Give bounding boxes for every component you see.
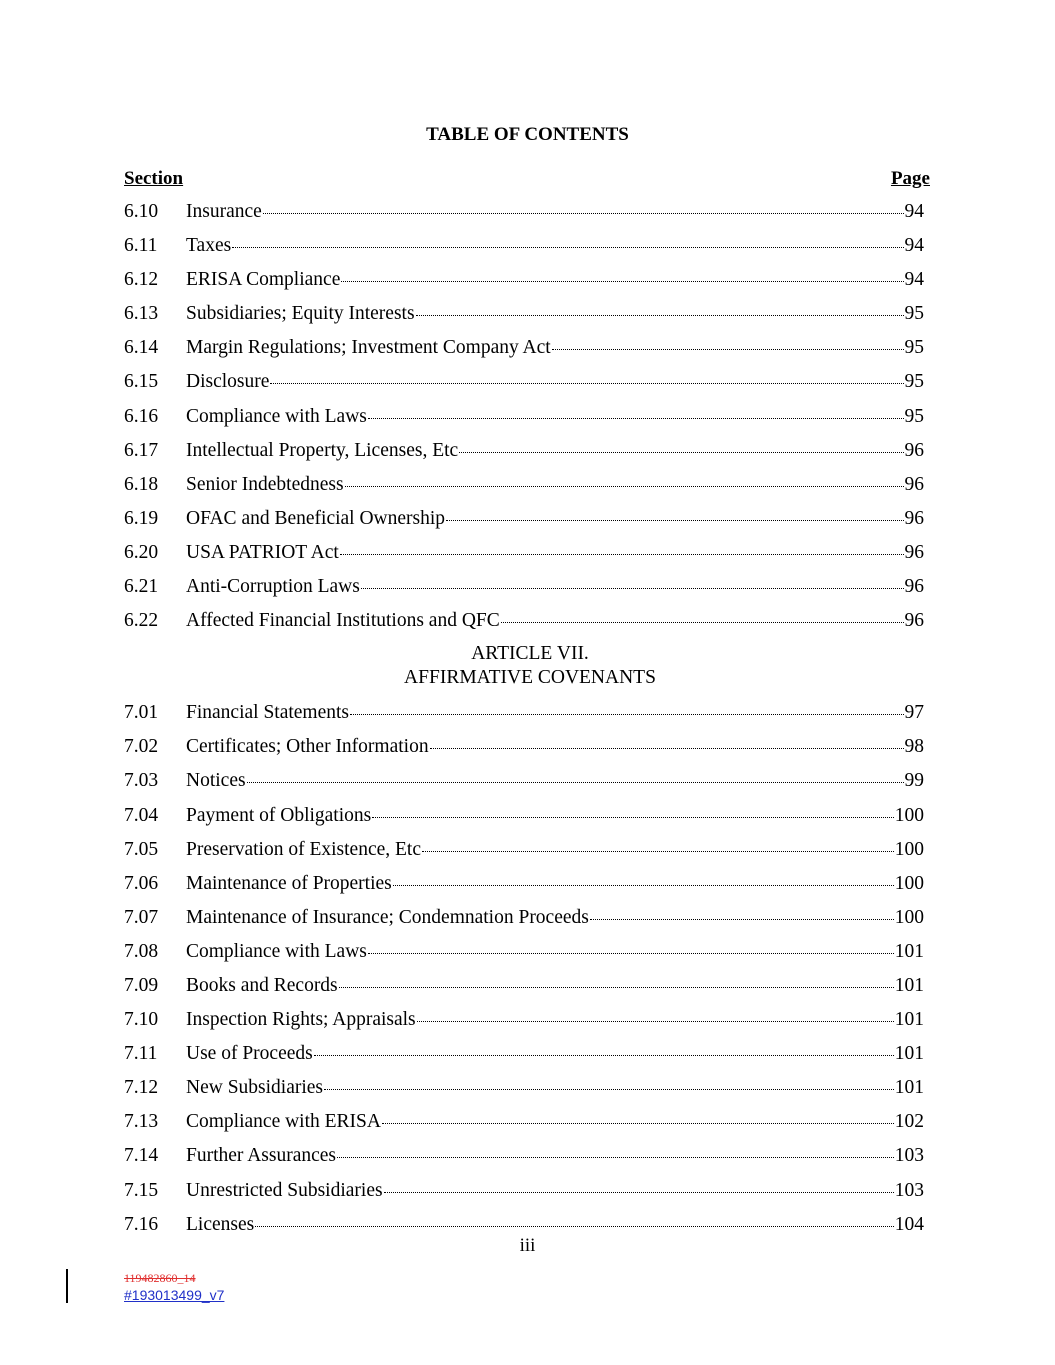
section-title: Inspection Rights; Appraisals xyxy=(186,1009,416,1031)
toc-entry[interactable] xyxy=(124,768,924,802)
dot-leader xyxy=(417,1020,894,1022)
dot-leader xyxy=(590,918,894,920)
dot-leader xyxy=(368,417,904,419)
page-ref: 96 xyxy=(904,576,924,598)
page-number: iii xyxy=(519,1235,536,1256)
section-title: OFAC and Beneficial Ownership xyxy=(186,507,446,529)
section-number: 6.15 xyxy=(124,371,159,393)
toc-entry[interactable] xyxy=(124,199,924,233)
section-title: Compliance with ERISA xyxy=(186,1111,381,1133)
toc-entry[interactable] xyxy=(124,574,924,608)
dot-leader xyxy=(416,314,904,316)
toc-entry[interactable] xyxy=(124,608,924,642)
dot-leader xyxy=(247,781,904,783)
toc-entry[interactable] xyxy=(124,1007,924,1041)
section-number: 7.12 xyxy=(124,1077,159,1099)
page-ref: 94 xyxy=(904,269,924,291)
dot-leader xyxy=(552,348,904,350)
toc-entry[interactable] xyxy=(124,803,924,837)
section-number: 7.16 xyxy=(124,1213,159,1235)
dot-leader xyxy=(314,1054,894,1056)
section-title: Use of Proceeds xyxy=(186,1043,313,1065)
section-title: Licenses xyxy=(186,1213,255,1235)
toc-entry[interactable] xyxy=(124,1075,924,1109)
toc-title: TABLE OF CONTENTS xyxy=(426,124,629,145)
section-title: Notices xyxy=(186,770,246,792)
toc-entry[interactable] xyxy=(124,1143,924,1177)
page-ref: 101 xyxy=(894,1043,924,1065)
section-number: 6.10 xyxy=(124,201,159,222)
section-number: 7.11 xyxy=(124,1043,158,1065)
section-number: 7.15 xyxy=(124,1179,159,1201)
toc-group-article-vii xyxy=(124,700,924,1246)
page-ref: 100 xyxy=(894,906,924,928)
section-title: Maintenance of Insurance; Condemnation Proceeds xyxy=(186,906,589,928)
toc-entry[interactable] xyxy=(124,404,924,438)
section-number: 6.12 xyxy=(124,269,159,291)
page-ref: 103 xyxy=(894,1145,924,1167)
page-ref: 103 xyxy=(894,1179,924,1201)
dot-leader xyxy=(337,1156,894,1158)
page-ref: 97 xyxy=(904,702,924,724)
dot-leader xyxy=(382,1122,894,1124)
page-ref: 104 xyxy=(894,1213,924,1235)
toc-entry[interactable] xyxy=(124,233,924,267)
section-number: 6.18 xyxy=(124,473,159,495)
toc-entry[interactable] xyxy=(124,438,924,472)
page-ref: 96 xyxy=(904,439,924,461)
section-title: Anti-Corruption Laws xyxy=(186,576,360,598)
section-number: 7.03 xyxy=(124,770,159,792)
section-number: 6.21 xyxy=(124,576,159,598)
page-ref: 98 xyxy=(904,736,924,758)
toc-entry[interactable] xyxy=(124,1178,924,1212)
page-ref: 96 xyxy=(904,507,924,529)
page-ref: 95 xyxy=(904,405,924,427)
toc-entry[interactable] xyxy=(124,540,924,574)
section-number: 6.22 xyxy=(124,610,159,632)
section-number: 6.13 xyxy=(124,303,159,325)
article-title: AFFIRMATIVE COVENANTS xyxy=(404,667,656,689)
section-number: 7.08 xyxy=(124,940,159,962)
dot-leader xyxy=(324,1088,894,1090)
section-title: ERISA Compliance xyxy=(186,269,341,291)
section-title: Senior Indebtedness xyxy=(186,473,344,495)
dot-leader xyxy=(270,382,903,384)
deleted-doc-id: 119482860_14 xyxy=(124,1271,196,1285)
section-number: 6.17 xyxy=(124,439,159,461)
section-title: Further Assurances xyxy=(186,1145,337,1167)
toc-entry[interactable] xyxy=(124,837,924,871)
section-number: 7.01 xyxy=(124,702,159,724)
dot-leader xyxy=(345,485,904,487)
dot-leader xyxy=(361,587,904,589)
toc-entry[interactable] xyxy=(124,939,924,973)
section-title: Margin Regulations; Investment Company Act xyxy=(186,337,551,359)
page-column-header: Page xyxy=(890,168,930,189)
dot-leader xyxy=(422,850,894,852)
toc-entry[interactable] xyxy=(124,871,924,905)
toc-entry[interactable] xyxy=(124,335,924,369)
section-title: Intellectual Property, Licenses, Etc xyxy=(186,439,459,461)
dot-leader xyxy=(232,246,903,248)
page-ref: 96 xyxy=(904,610,924,632)
inserted-doc-id[interactable]: #193013499_v7 xyxy=(124,1287,225,1303)
toc-entry[interactable] xyxy=(124,1041,924,1075)
page-ref: 101 xyxy=(894,940,924,962)
section-number: 7.07 xyxy=(124,906,159,928)
section-title: Disclosure xyxy=(186,371,270,393)
page-ref: 94 xyxy=(904,235,924,257)
article-heading xyxy=(124,642,936,700)
page-ref: 96 xyxy=(904,473,924,495)
toc-entry[interactable] xyxy=(124,1109,924,1143)
section-number: 6.14 xyxy=(124,337,159,359)
dot-leader xyxy=(384,1191,894,1193)
section-title: Certificates; Other Information xyxy=(186,736,429,758)
dot-leader xyxy=(350,713,903,715)
section-number: 7.10 xyxy=(124,1009,159,1031)
toc-entry[interactable] xyxy=(124,700,924,734)
section-number: 7.06 xyxy=(124,872,159,894)
page-ref: 102 xyxy=(894,1111,924,1133)
dot-leader xyxy=(446,519,903,521)
section-number: 7.05 xyxy=(124,838,159,860)
section-title: Affected Financial Institutions and QFC xyxy=(186,610,500,632)
dot-leader xyxy=(255,1225,894,1227)
dot-leader xyxy=(340,553,904,555)
section-title: New Subsidiaries xyxy=(186,1077,324,1099)
section-number: 7.04 xyxy=(124,804,159,826)
dot-leader xyxy=(341,280,903,282)
section-number: 6.19 xyxy=(124,507,159,529)
section-title: Compliance with Laws xyxy=(186,940,367,962)
dot-leader xyxy=(263,212,904,214)
toc-group-article-vi xyxy=(124,199,924,642)
section-title: Subsidiaries; Equity Interests xyxy=(186,303,415,325)
toc-entry[interactable] xyxy=(124,267,924,301)
page-ref: 95 xyxy=(904,303,924,325)
page-ref: 94 xyxy=(904,201,924,222)
dot-leader xyxy=(339,986,894,988)
page-ref: 96 xyxy=(904,541,924,563)
toc-entry[interactable] xyxy=(124,973,924,1007)
section-title: USA PATRIOT Act xyxy=(186,541,339,563)
toc-entry[interactable] xyxy=(124,369,924,403)
section-number: 6.20 xyxy=(124,541,159,563)
section-title: Books and Records xyxy=(186,974,338,996)
section-title: Payment of Obligations xyxy=(186,804,372,826)
section-title: Maintenance of Properties xyxy=(186,872,392,894)
toc-list xyxy=(124,199,924,1246)
toc-entry[interactable] xyxy=(124,734,924,768)
page-ref: 95 xyxy=(904,337,924,359)
section-number: 7.13 xyxy=(124,1111,159,1133)
toc-entry[interactable] xyxy=(124,472,924,506)
page-ref: 101 xyxy=(894,1009,924,1031)
page-ref: 101 xyxy=(894,1077,924,1099)
toc-entry[interactable] xyxy=(124,905,924,939)
page-ref: 100 xyxy=(894,804,924,826)
dot-leader xyxy=(430,747,904,749)
section-title: Taxes xyxy=(186,235,232,257)
section-title: Preservation of Existence, Etc xyxy=(186,838,421,860)
section-title: Unrestricted Subsidiaries xyxy=(186,1179,383,1201)
section-title: Financial Statements xyxy=(186,702,350,724)
toc-entry[interactable] xyxy=(124,301,924,335)
section-column-header: Section xyxy=(124,168,184,189)
section-number: 6.16 xyxy=(124,405,159,427)
section-number: 7.14 xyxy=(124,1145,159,1167)
section-title: Compliance with Laws xyxy=(186,405,367,427)
dot-leader xyxy=(501,621,904,623)
page-ref: 99 xyxy=(904,770,924,792)
section-number: 7.02 xyxy=(124,736,159,758)
dot-leader xyxy=(368,952,894,954)
dot-leader xyxy=(372,816,894,818)
change-bar xyxy=(66,1269,68,1303)
dot-leader xyxy=(393,884,894,886)
section-title: Insurance xyxy=(186,201,262,222)
toc-entry[interactable] xyxy=(124,506,924,540)
page-ref: 100 xyxy=(894,872,924,894)
section-number: 7.09 xyxy=(124,974,159,996)
page-ref: 95 xyxy=(904,371,924,393)
page-ref: 100 xyxy=(894,838,924,860)
section-number: 6.11 xyxy=(124,235,158,257)
dot-leader xyxy=(459,451,903,453)
article-number: ARTICLE VII. xyxy=(471,643,589,665)
page-ref: 101 xyxy=(894,974,924,996)
